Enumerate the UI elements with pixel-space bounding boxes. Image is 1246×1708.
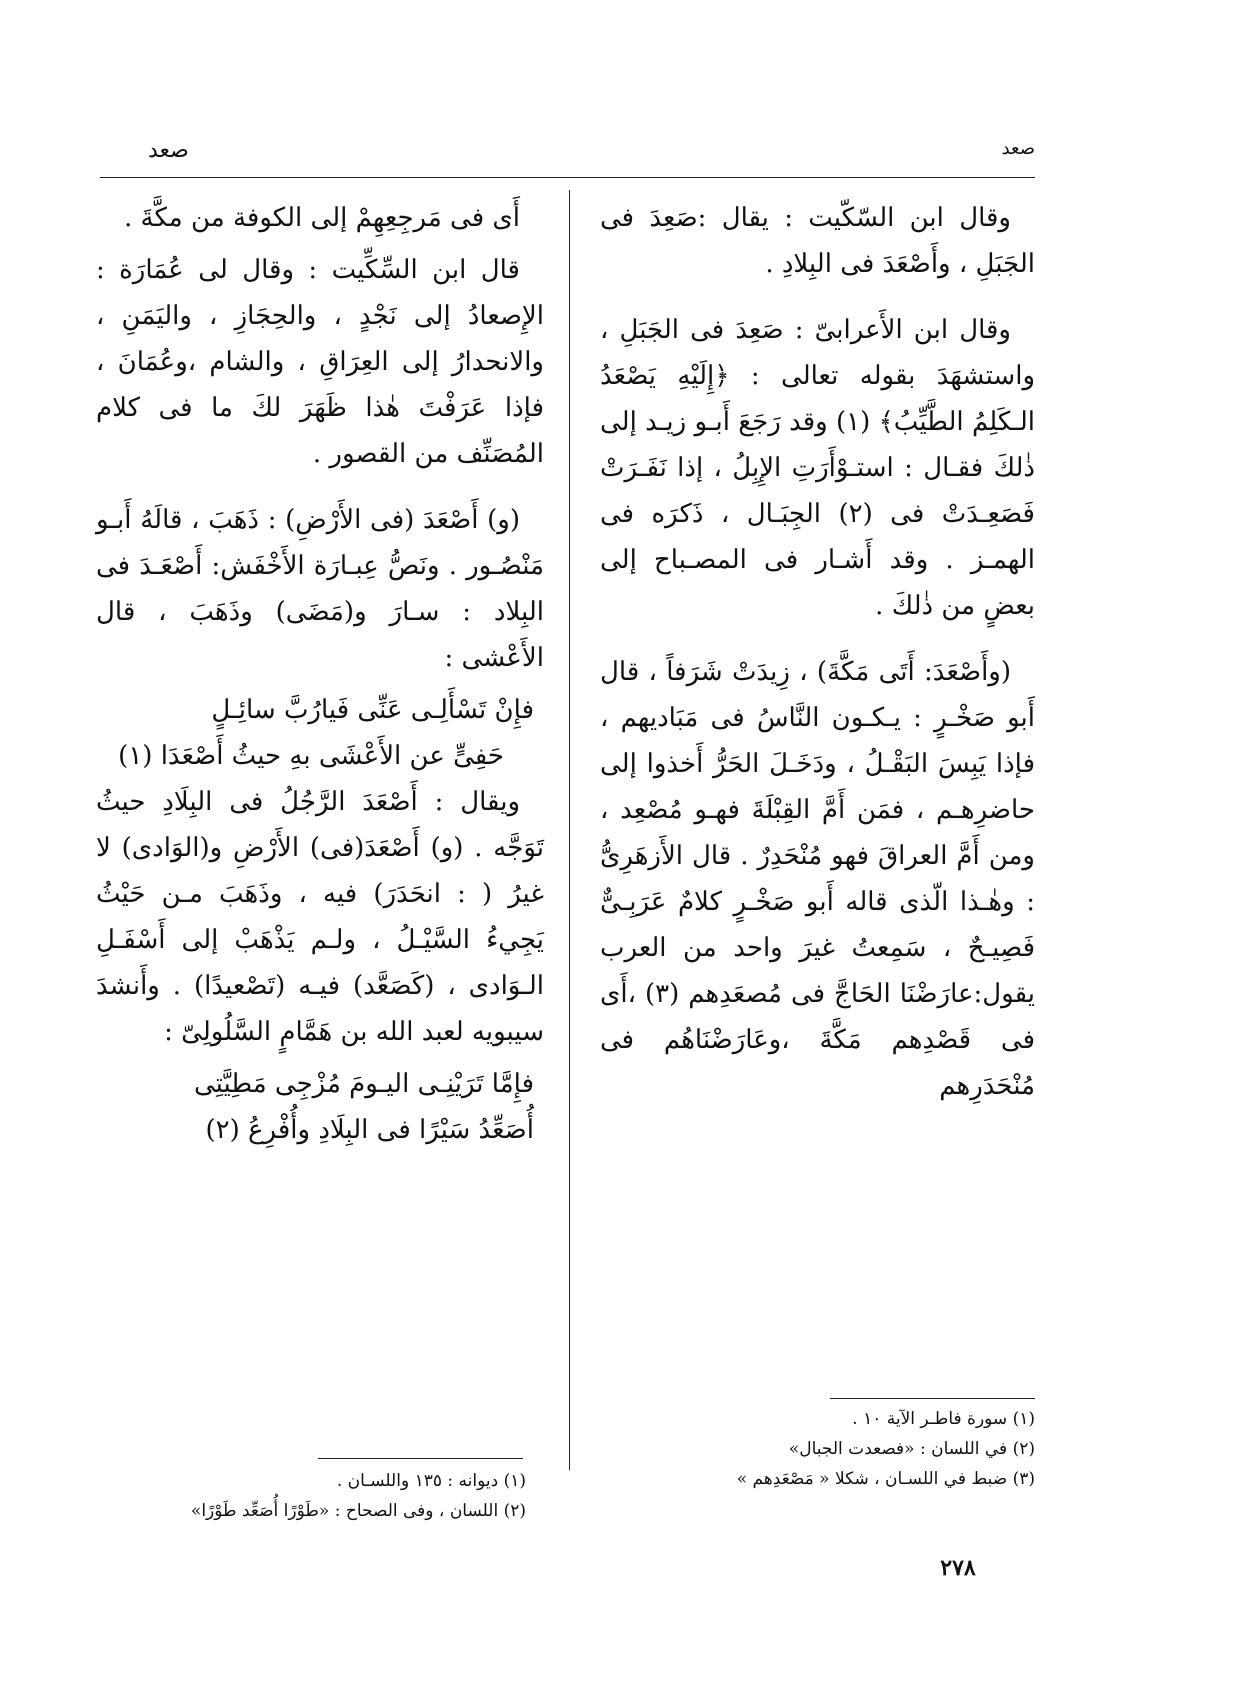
- paragraph: ويقال : أَصْعَدَ الرَّجُلُ فى البِلَادِ حيثُ تَوَجَّه . (و) أَصْعَدَ(فى) الأَرْضِ و(الوَادى) لا غيرُ ( : انحَدَرَ) فيه ، وذَهَبَ مـن حَيْثُ يَجِيءُ السَّيْـلُ ، ولـم يَذْهَبْ إلى أَسْفَـلِ الـوَادى ، (كَصَعَّد) فيـه (تَصْعيدًا) . وأَنشدَ سيبويه لعبد الله بن هَمَّامٍ السَّلُولِىّ :: [96, 787, 544, 1047]
- footnotes-right: [600, 1404, 1035, 1494]
- paragraph: أَى فى مَرجِعِهِمْ إلى الكوفة من مكَّةَ .: [123, 203, 520, 233]
- paragraph: وقال ابن الأَعرابىّ : صَعِدَ فى الجَبَلِ ، واستشهَدَ بقوله تعالى : ﴿إِلَيْهِ يَصْعَدُ الـكَلِمُ الطَّيِّبُ﴾ (١) وقد رَجَعَ أَبـو زيـد إلى ذٰلكَ فقـال : استـوْأَرَتِ الإِبِلُ ، إذا نَفَـرَتْ فَصَعِـدَتْ فى (٢) الجِبَـال ، ذَكرَه فى الهمـز . وقد أَشـار فى المصـباح إلى بعضٍ من ذٰلكَ .: [600, 315, 1035, 621]
- right-column: [600, 195, 1035, 1115]
- header-rule: [100, 177, 1035, 178]
- paragraph: وقال ابن السّكّيت : يقال :صَعِدَ فى الجَبَلِ ، وأَصْعَدَ فى البِلادِ .: [600, 203, 1035, 279]
- left-column: [96, 195, 544, 1153]
- footnotes-left: [96, 1466, 526, 1526]
- footnote: (٣) ضبط في اللسـان ، شكلا « مَصْعَدِهم »: [736, 1469, 1035, 1489]
- verse-line: فإِمَّا تَرَيْنِـى اليـومَ مُزْجِى مَطِيَّتِى: [194, 1069, 534, 1099]
- header-word-left: صعد: [148, 138, 189, 163]
- footnote: (٢) اللسان ، وفى الصحاح : «طَوْرًا أُصَعِّد طَوْرًا»: [190, 1501, 526, 1521]
- column-divider: [569, 190, 570, 1470]
- verse-line: حَفِىٍّ عن الأَعْشَى بهِ حيثُ أَصْعَدَا (١): [118, 741, 504, 771]
- paragraph: (وأَصْعَدَ: أَتَى مَكَّةَ) ، زِيدَتْ شَرَفاً ، قال أَبو صَخْـرٍ : يـكـون النَّاسُ فى مَبَاديهم ، فإذا يَبِسَ البَقْـلُ ، ودَخَـلَ الحَرُّ أَخذوا إلى حاضرِهـم ، فمَن أَمَّ القِبْلَةَ فهـو مُصْعِد ، ومن أَمَّ العراقَ فهو مُنْحَدِرٌ . قال الأَزهَرِىُّ : وهٰـذا الّذى قاله أَبو صَخْـرٍ كلامٌ عَرَبِـىٌّ فَصِيـحٌ ، سَمِعتُ غيرَ واحد من العرب يقول:عارَضْنَا الحَاجَّ فى مُصعَدِهم (٣) ،أَى فى قَصْدِهم مَكَّةَ ،وعَارَضْنَاهُم فى مُنْحَدَرِهم: [600, 657, 1036, 1101]
- verse-line: فإِنْ تَسْأَلِـى عَنِّى فَيارُبَّ سائِـلٍ: [211, 695, 534, 725]
- footnote: (١) ديوانه : ١٣٥ واللسـان .: [336, 1471, 526, 1491]
- paragraph: (و) أَصْعَدَ (فى الأَرْضِ) : ذَهَبَ ، قالَهُ أَبـو مَنْصُـور . ونَصُّ عِبـارَة الأَخْفَش: أَصْعَـدَ فى البِلاد : سـارَ و(مَضَى) وذَهَبَ ، قال الأَعْشى :: [96, 505, 544, 673]
- footnote: (١) سورة فاطـر الآية ١٠ .: [852, 1409, 1035, 1429]
- footnote-rule-left: [318, 1458, 523, 1459]
- page-number: ٢٧٨: [940, 1555, 976, 1581]
- footnote: (٢) في اللسان : «فصعدت الجبال»: [788, 1439, 1035, 1459]
- verse-line: أُصَعِّدُ سَيْرًا فى البِلَادِ وأُفْرِعُ (٢): [205, 1115, 534, 1145]
- footnote-rule-right: [830, 1398, 1035, 1399]
- header-word-right: صعد: [1001, 138, 1035, 159]
- running-header: [100, 138, 1035, 178]
- paragraph: قال ابن السِّكِّيت : وقال لى عُمَارَة : الإِصعادُ إلى نَجْدٍ ، والحِجَازِ ، واليَمَنِ ، والانحدارُ إلى العِرَاقِ ، والشام ،وعُمَانَ ، فإذا عَرَفْتَ هٰذا ظَهَرَ لكَ ما فى كلام المُصَنِّف من القصور .: [96, 255, 544, 469]
